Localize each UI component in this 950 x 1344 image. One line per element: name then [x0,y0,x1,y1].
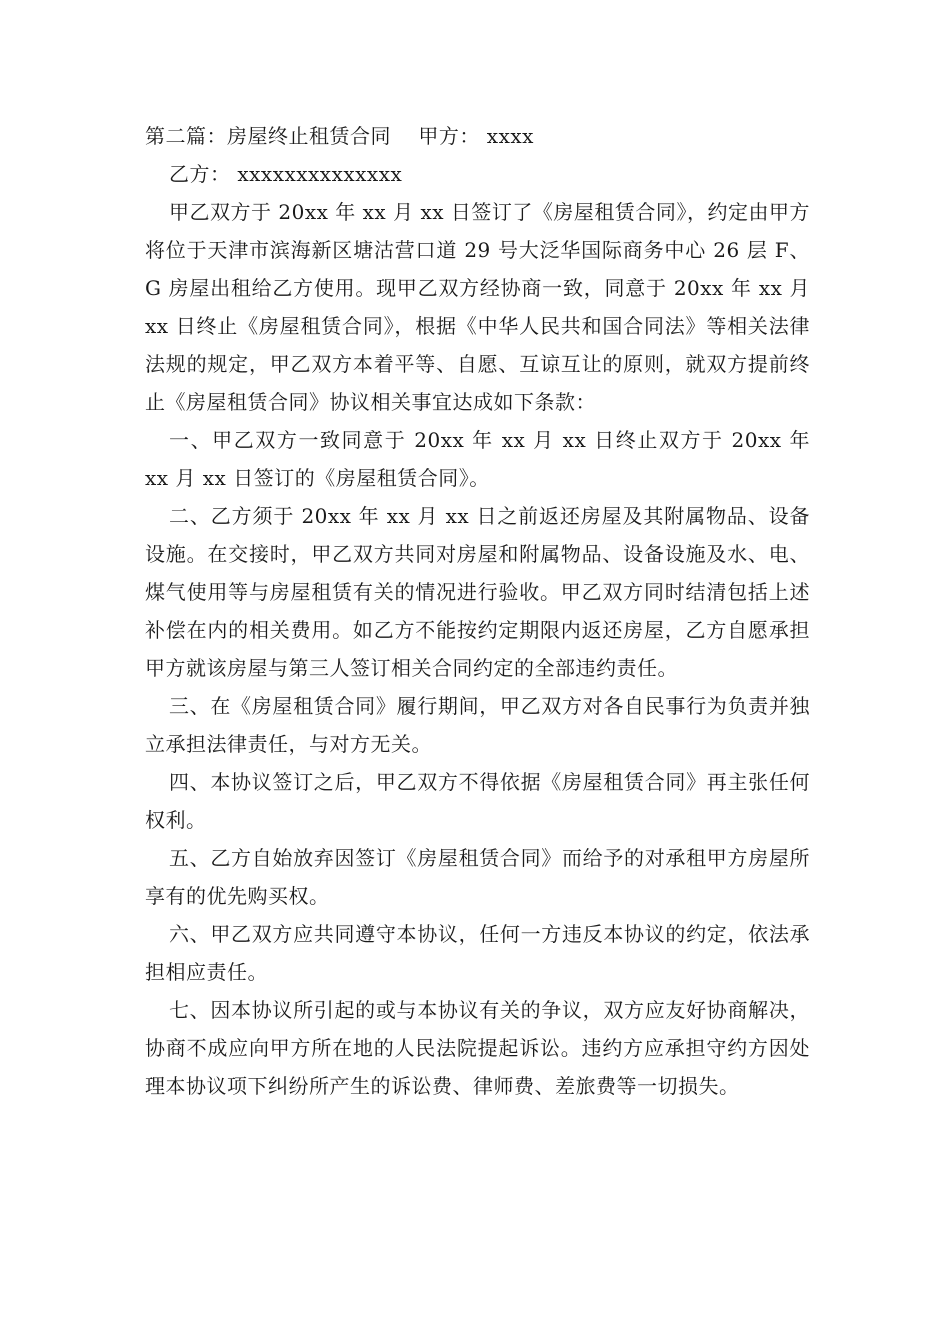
preamble-paragraph: 甲乙双方于 20xx 年 xx 月 xx 日签订了《房屋租赁合同》，约定由甲方将位于天津市滨海新区塘沽营口道 29 号大泛华国际商务中心 26 层 F、G 房屋出租给乙方使用。现甲乙双方经协商一致，同意于 20xx 年 xx 月 xx 日终止《房屋租赁合同》，根据《中华人民共和国合同法》等相关法律法规的规定，甲乙双方本着平等、自愿、互谅互让的原则，就双方提前终止《房屋租赁合同》协议相关事宜达成如下条款： [145,200,810,414]
document-body [145,117,810,1105]
clause-3: 三、在《房屋租赁合同》履行期间，甲乙双方对各自民事行为负责并独立承担法律责任，与对方无关。 [145,694,810,756]
clause-5: 五、乙方自始放弃因签订《房屋租赁合同》而给予的对承租甲方房屋所享有的优先购买权。 [145,846,810,908]
clause-7: 七、因本协议所引起的或与本协议有关的争议，双方应友好协商解决，协商不成应向甲方所在地的人民法院提起诉讼。违约方应承担守约方因处理本协议项下纠纷所产生的诉讼费、律师费、差旅费等一切损失。 [145,998,810,1098]
document-heading: 第二篇：房屋终止租赁合同 甲方： xxxx [145,124,534,148]
clause-4: 四、本协议签订之后，甲乙双方不得依据《房屋租赁合同》再主张任何权利。 [145,770,810,832]
clause-1: 一、甲乙双方一致同意于 20xx 年 xx 月 xx 日终止双方于 20xx 年 xx 月 xx 日签订的《房屋租赁合同》。 [145,428,810,490]
clause-2: 二、乙方须于 20xx 年 xx 月 xx 日之前返还房屋及其附属物品、设备设施。在交接时，甲乙双方共同对房屋和附属物品、设备设施及水、电、煤气使用等与房屋租赁有关的情况进行验收。甲乙双方同时结清包括上述补偿在内的相关费用。如乙方不能按约定期限内返还房屋，乙方自愿承担甲方就该房屋与第三人签订相关合同约定的全部违约责任。 [145,504,810,680]
party-b-line: 乙方： xxxxxxxxxxxxxx [169,162,403,186]
clause-6: 六、甲乙双方应共同遵守本协议，任何一方违反本协议的约定，依法承担相应责任。 [145,922,810,984]
